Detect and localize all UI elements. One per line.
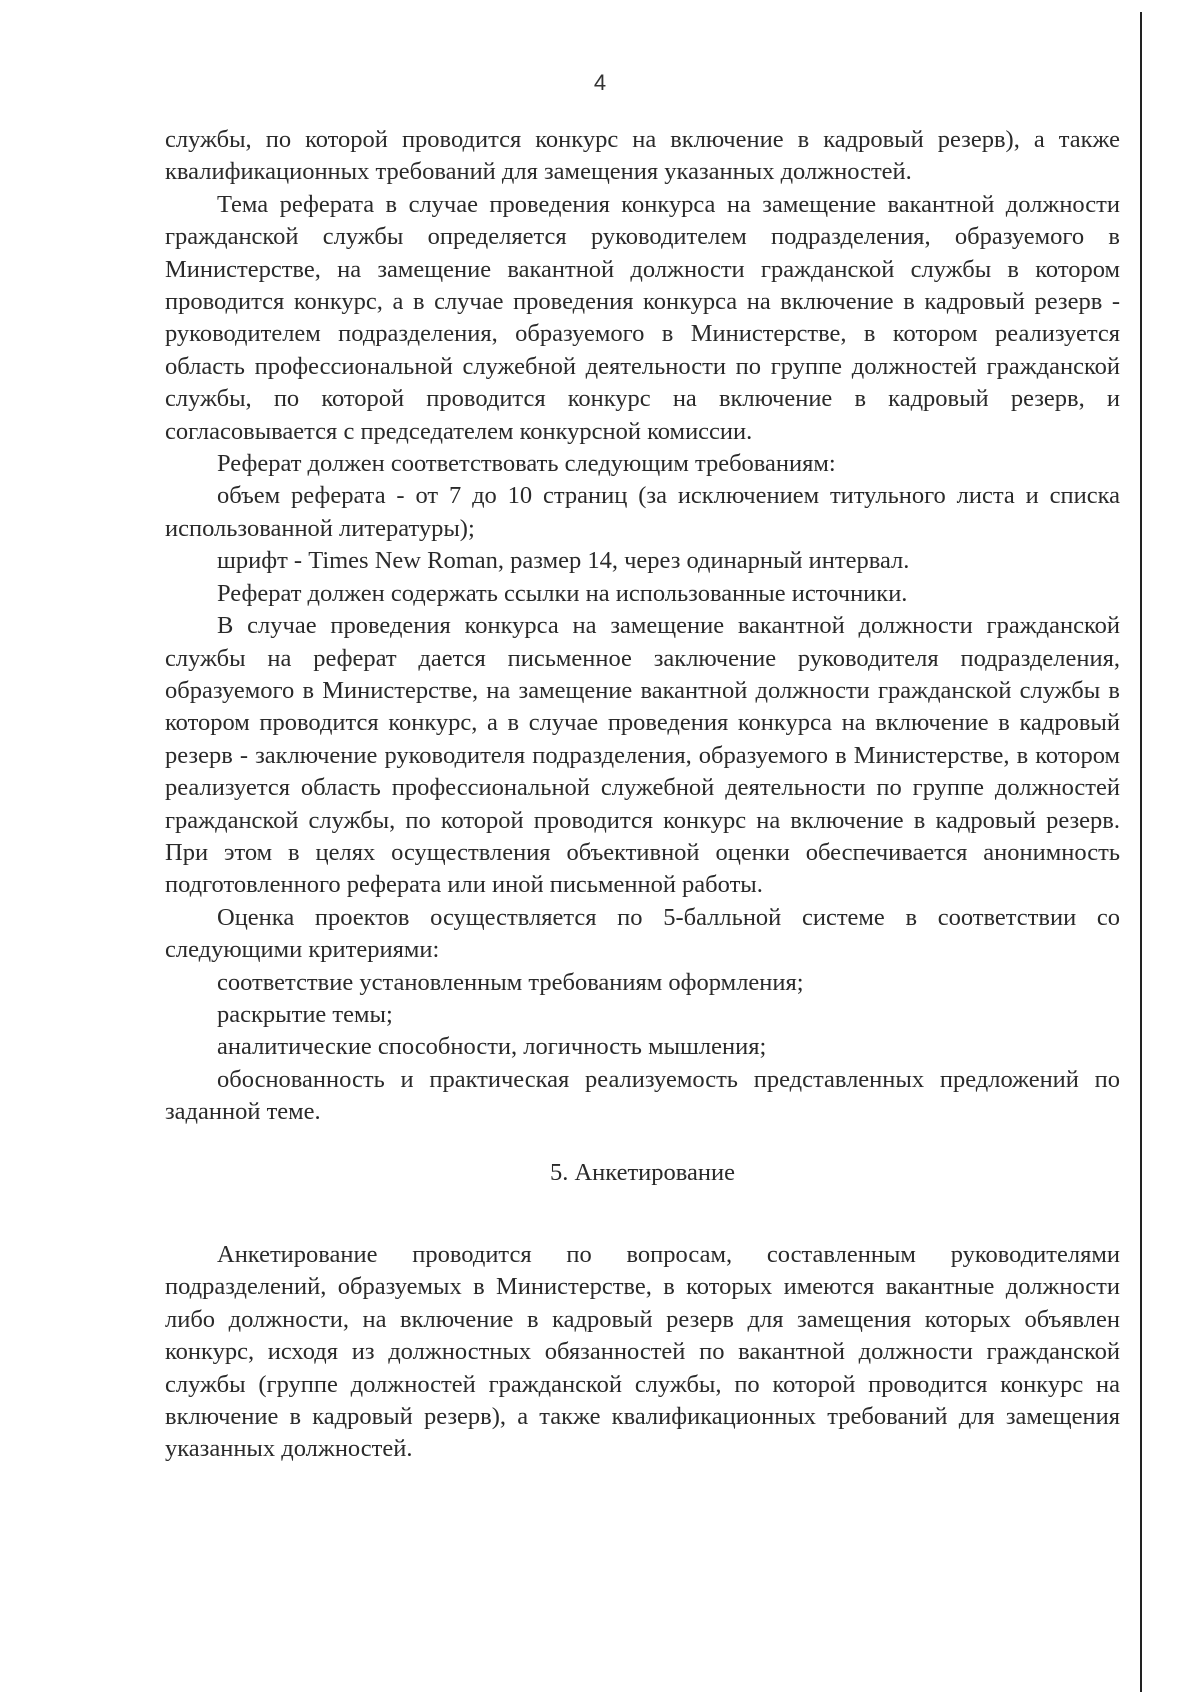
paragraph-continuation: службы, по которой проводится конкурс на включение в кадровый резерв), а также квалификационных требований для замещения указанных должностей. bbox=[165, 126, 1120, 186]
paragraph-essay-conclusion: В случае проведения конкурса на замещение вакантной должности гражданской службы на реферат дается письменное заключение руководителя подразделения, образуемого в Министерстве, на замещение вакантной должности гражданской службы в котором проводится конкурс, а в случае проведения конкурса на включение в кадровый резерв - заключение руководителя подразделения, образуемого в Министерстве, в котором реализуется область профессиональной служебной деятельности по группе должностей гражданской службы, по которой проводится конкурс на включение в кадровый резерв. При этом в целях осуществления объективной оценки обеспечивается анонимность подготовленного реферата или иной письменной работы. bbox=[165, 612, 1120, 899]
document-body bbox=[165, 124, 1120, 1466]
paragraph-essay-requirements: Реферат должен соответствовать следующим требованиям: bbox=[217, 450, 836, 478]
paragraph-essay-references: Реферат должен содержать ссылки на использованные источники. bbox=[217, 579, 908, 607]
paragraph-essay-topic: Тема реферата в случае проведения конкурса на замещение вакантной должности гражданской службы определяется руководителем подразделения, образуемого в Министерстве, на замещение вакантной должности гражданской службы в котором проводится конкурс, а в случае проведения конкурса на включение в кадровый резерв - руководителем подразделения, образуемого в Министерстве, в котором реализуется область профессиональной служебной деятельности по группе должностей гражданской службы, по которой проводится конкурс на включение в кадровый резерв, и согласовывается с председателем конкурсной комиссии. bbox=[165, 190, 1120, 445]
section-heading-questionnaire: 5. Анкетирование bbox=[549, 1158, 735, 1186]
scan-page-edge bbox=[1140, 12, 1142, 1692]
page-number: 4 bbox=[593, 70, 607, 95]
paragraph-criterion-formatting: соответствие установленным требованиям оформления; bbox=[217, 968, 804, 996]
paragraph-criterion-topic: раскрытие темы; bbox=[217, 1000, 393, 1028]
paragraph-criterion-feasibility: обоснованность и практическая реализуемость представленных предложений по заданной теме. bbox=[165, 1065, 1120, 1126]
paragraph-evaluation: Оценка проектов осуществляется по 5-балльной системе в соответствии со следующими критериями: bbox=[165, 903, 1120, 964]
paragraph-criterion-analytics: аналитические способности, логичность мышления; bbox=[217, 1033, 767, 1061]
paragraph-essay-font: шрифт - Times New Roman, размер 14, через одинарный интервал. bbox=[217, 547, 910, 575]
paragraph-essay-volume: объем реферата - от 7 до 10 страниц (за исключением титульного листа и списка использованной литературы); bbox=[165, 482, 1120, 542]
paragraph-questionnaire: Анкетирование проводится по вопросам, составленным руководителями подразделений, образуемых в Министерстве, в которых имеются вакантные должности либо должности, на включение в кадровый резерв для замещения которых объявлен конкурс, исходя из должностных обязанностей по вакантной должности гражданской службы (группе должностей гражданской службы, по которой проводится конкурс на включение в кадровый резерв), а также квалификационных требований для замещения указанных должностей. bbox=[165, 1241, 1120, 1463]
